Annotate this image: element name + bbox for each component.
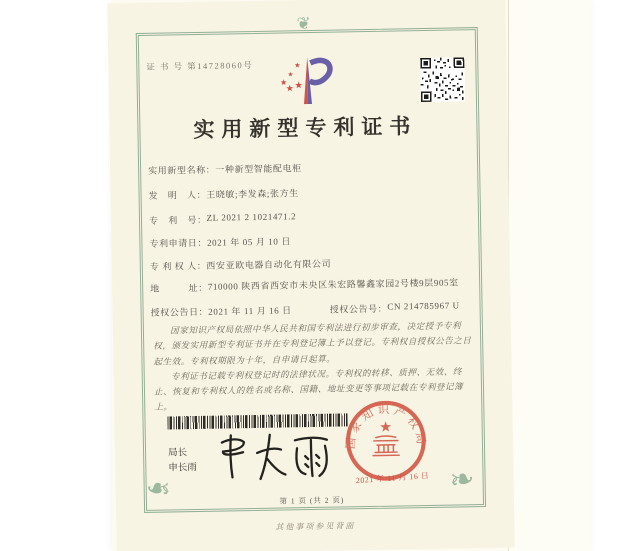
legal-paragraph: 专利证书记载专利权登记时的法律状况。专利权的转移、质押、无效、终止、恢复和专利权人的姓名或名称、国籍、地址变更等事项记载在专利登记簿上。 [153, 366, 464, 413]
field-label: 发 明 人： [148, 189, 207, 201]
signer-title: 局长 [167, 448, 188, 459]
page-indicator: 第 1 页 (共 2 页) [279, 495, 345, 506]
corner-flourish-icon: ❧ [143, 470, 173, 509]
field-patent-number [149, 211, 296, 227]
legal-paragraph: 国家知识产权局依照中华人民共和国专利法进行初步审查，决定授予专利权，颁发实用新型专利证书并在专利登记簿上予以登记。专利权自授权公告之日起生效。专利权期限为十年，自申请日起算。 [153, 320, 472, 367]
signer-name: 申长雨 [168, 463, 197, 474]
logo-stars-icon [280, 62, 302, 91]
certificate-number-value: 第14728060号 [187, 59, 254, 72]
qr-code-icon [420, 57, 465, 102]
certificate-number-label: 证 书 号 [146, 61, 184, 72]
field-value: 2021 年 05 月 10 日 [206, 236, 291, 248]
second-page-edge [508, 0, 591, 551]
certificate-page [107, 0, 515, 551]
signer-block [168, 446, 197, 476]
field-value: ZL 2021 2 1021471.2 [206, 211, 297, 223]
field-value: 710000 陕西省西安市未央区朱宏路馨鑫家园2号楼9层905室 [207, 277, 459, 292]
field-utility-model-name [148, 161, 302, 177]
director-signature-icon [215, 428, 336, 482]
grant-number-value: CN 214785967 U [387, 300, 460, 312]
border-top-ornament-icon: ❦ [296, 13, 311, 35]
field-application-date [149, 234, 291, 249]
certificate-title: 实用新型专利证书 [193, 114, 418, 143]
field-label: 专 利 权 人： [149, 260, 207, 272]
corner-flourish-icon: ❧ [446, 460, 478, 500]
seal-ring-text: 国家知识产权局 [344, 404, 428, 450]
field-value: 一种新型智能配电柜 [215, 163, 302, 175]
certificate-photo [112, 0, 590, 551]
continuation-note: 其他事项参见背面 [275, 521, 356, 532]
certificate-number [146, 59, 253, 73]
grant-date-label: 授权公告日： [150, 306, 209, 318]
logo-p-curve [309, 60, 330, 82]
seal-emblem-icon [372, 436, 400, 456]
logo-spike-red [303, 57, 308, 104]
field-inventors [148, 186, 298, 202]
field-value: 西安亚欧电器自动化有限公司 [206, 258, 332, 271]
grant-date-value: 2021 年 11 月 16 日 [208, 305, 292, 317]
seal-star-icon [380, 421, 391, 432]
field-label: 专利申请日： [149, 237, 208, 249]
field-value: 王晓敏;李发森;张方生 [206, 188, 299, 200]
grant-number-label: 授权公告号： [329, 303, 388, 315]
field-label: 专 利 号： [148, 214, 207, 226]
seal-date: 2021 年 11 月 16 日 [355, 471, 430, 486]
cnipa-logo-icon [276, 50, 337, 113]
field-label: 地 址： [150, 282, 208, 294]
field-label: 实用新型名称： [148, 164, 216, 176]
